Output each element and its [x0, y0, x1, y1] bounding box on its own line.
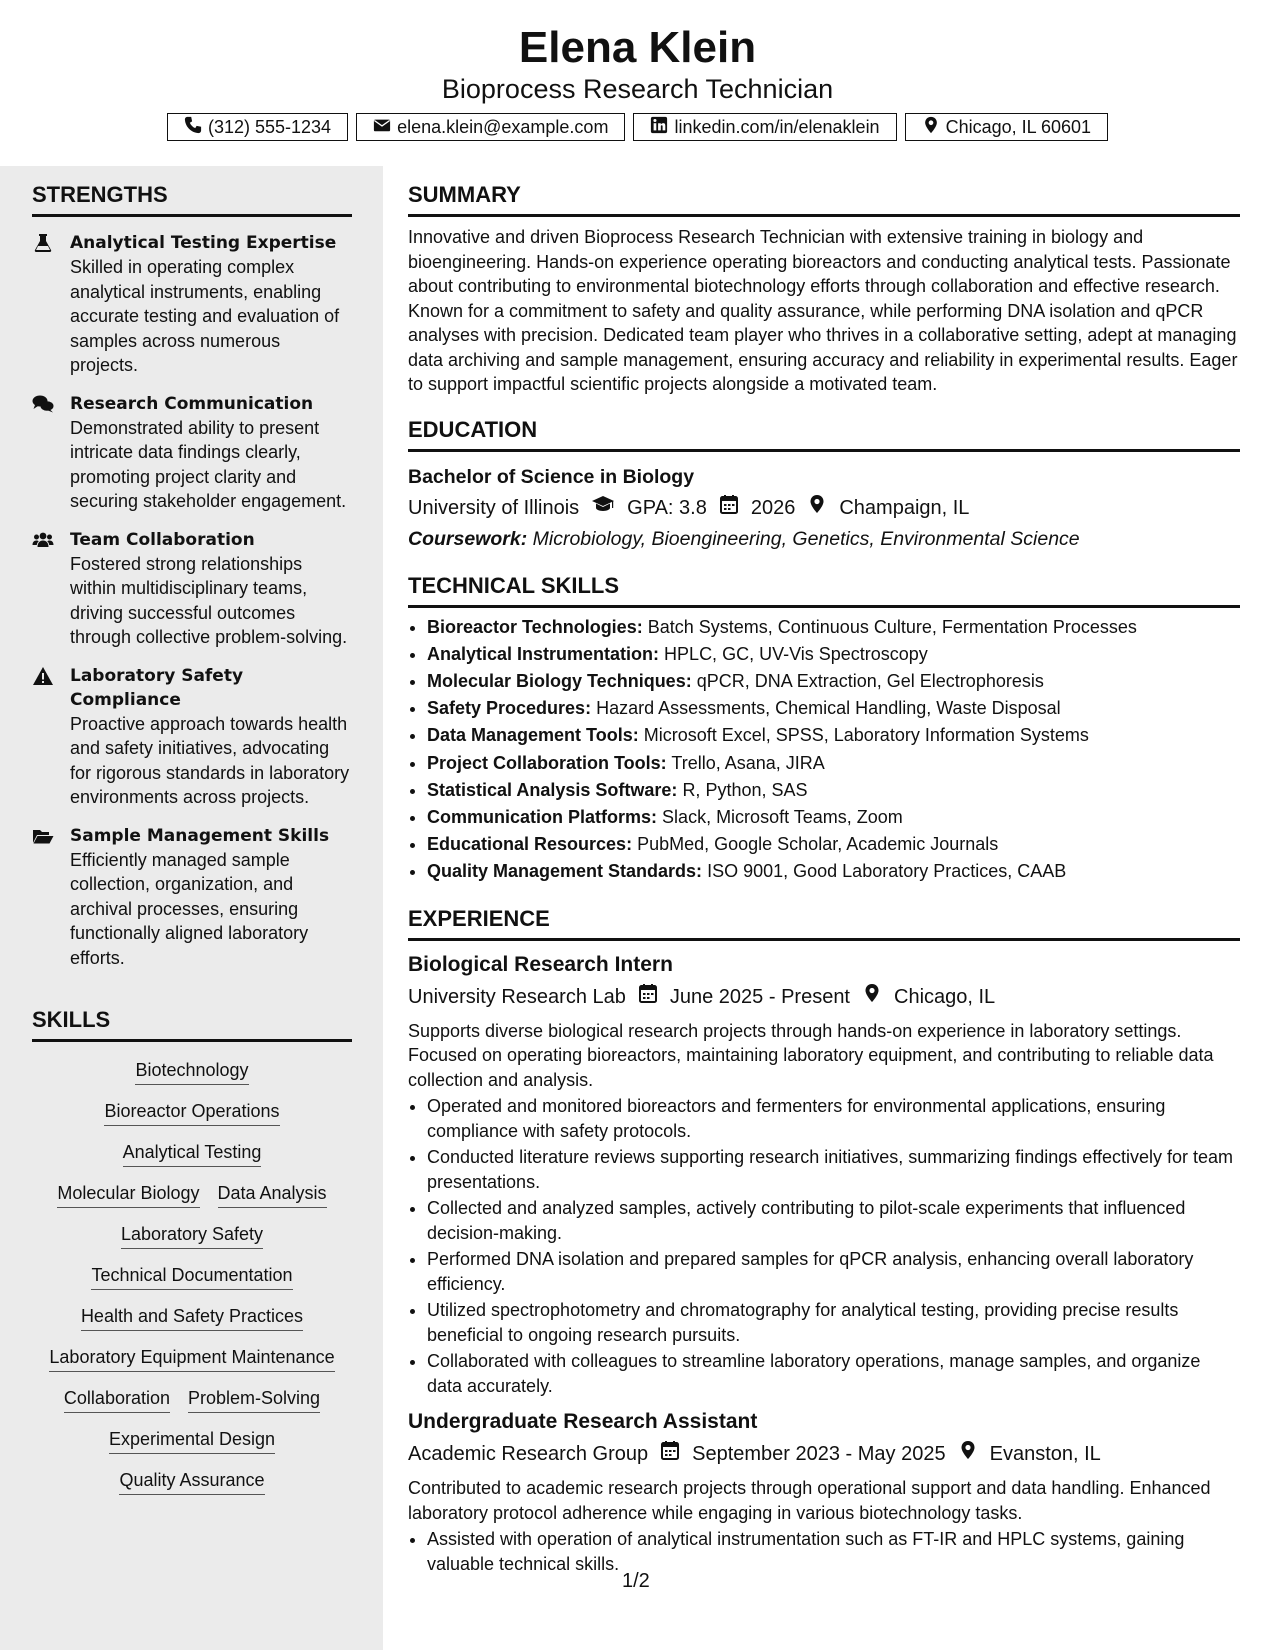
- graduation-cap-icon: [591, 494, 615, 522]
- skill-tag: Data Analysis: [218, 1181, 327, 1208]
- job-meta: [408, 1440, 1240, 1468]
- strength-title: Team Collaboration: [70, 529, 255, 550]
- tech-skill-value: ISO 9001, Good Laboratory Practices, CAAB: [707, 861, 1067, 882]
- job-bullets: [408, 1094, 1240, 1398]
- linkedin-text: linkedin.com/in/elenaklein: [674, 116, 880, 137]
- strength-item: [32, 664, 352, 810]
- job-bullet: • Operated and monitored bioreactors and fermenters for environmental applications, ensuring compliance with safety protocols.: [427, 1094, 1240, 1143]
- coursework: [408, 525, 1240, 553]
- job-bullet: • Assisted with operation of analytical instrumentation such as FT-IR and HPLC systems, gaining valuable technical skills.: [427, 1527, 1240, 1576]
- strength-description: Skilled in operating complex analytical instruments, enabling accurate testing and evaluation of samples across numerous projects.: [70, 257, 340, 375]
- school-name: University of Illinois: [408, 496, 580, 519]
- tech-skill-item: [427, 695, 1240, 722]
- graduation-year: 2026: [750, 496, 796, 519]
- skills-section: [32, 1007, 352, 1495]
- skill-tag: Problem-Solving: [188, 1386, 320, 1413]
- coursework-list: Microbiology, Bioengineering, Genetics, Environmental Science: [532, 527, 1080, 550]
- experience-section: [408, 906, 1240, 1577]
- sidebar: [0, 166, 383, 1650]
- job-summary: Supports diverse biological research projects through hands-on experience in laboratory settings. Focused on operating bioreactors, maintaining laboratory equipment, and contributing to reliable data collection and analysis.: [408, 1020, 1214, 1090]
- map-marker-icon: [958, 1440, 978, 1468]
- tech-skill-item: [427, 858, 1240, 885]
- tech-skill-value: Batch Systems, Continuous Culture, Fermentation Processes: [647, 616, 1137, 637]
- skills-heading: SKILLS: [32, 1007, 352, 1042]
- warning-icon: [32, 664, 56, 810]
- skills-list: [32, 1058, 352, 1495]
- phone-icon: [184, 116, 202, 139]
- tech-skill-item: [427, 831, 1240, 858]
- technical-skills-section: [408, 573, 1240, 886]
- strength-item: [32, 528, 352, 650]
- strength-item: [32, 231, 352, 378]
- strength-description: Efficiently managed sample collection, organization, and archival processes, ensuring functionally aligned laboratory efforts.: [70, 849, 309, 968]
- candidate-title: Bioprocess Research Technician: [441, 74, 834, 104]
- gpa: GPA: 3.8: [627, 496, 707, 519]
- calendar-icon: [660, 1440, 680, 1468]
- education-section: [408, 417, 1240, 553]
- folder-open-icon: [32, 824, 56, 971]
- tech-skill-value: qPCR, DNA Extraction, Gel Electrophoresis: [696, 670, 1044, 691]
- technical-skills-list: [408, 614, 1240, 886]
- flask-icon: [32, 231, 56, 378]
- job-entry: [408, 951, 1240, 1399]
- resume-header: [0, 0, 1275, 166]
- calendar-icon: [719, 494, 739, 522]
- summary-section: [408, 182, 1240, 397]
- skill-tag: Analytical Testing: [123, 1140, 262, 1167]
- strength-item: [32, 392, 352, 514]
- location-text: Chicago, IL 60601: [945, 116, 1092, 137]
- job-location: Evanston, IL: [989, 1443, 1101, 1466]
- coursework-label: Coursework:: [408, 527, 528, 550]
- tech-skill-item: [427, 777, 1240, 804]
- education-heading: EDUCATION: [408, 417, 1240, 452]
- users-icon: [32, 528, 56, 650]
- tech-skill-value: Trello, Asana, JIRA: [671, 752, 825, 773]
- strength-item: [32, 824, 352, 971]
- tech-skill-item: [427, 641, 1240, 668]
- tech-skill-label: Educational Resources:: [427, 834, 633, 855]
- summary-text: Innovative and driven Bioprocess Research Technician with extensive training in biology and bioengineering. Hands-on experience operating bioreactors and conducting analytical tests. Passionate about contributing to environmental biotechnology efforts through collaboration and effective research. Known for a commitment to safety and quality assurance, while performing DNA isolation and qPCR analyses with precision. Dedicated team player who thrives in a collaborative setting, adept at managing data archiving and sample management, ensuring accuracy and reliability in experimental results. Eager to support impactful scientific projects alongside a motivated team.: [408, 227, 1238, 394]
- contact-phone[interactable]: [167, 113, 348, 141]
- skill-tag: Experimental Design: [109, 1427, 275, 1454]
- envelope-icon: [373, 116, 391, 139]
- strength-title: Analytical Testing Expertise: [70, 233, 337, 253]
- page-number: 1/2: [622, 1570, 650, 1592]
- company-name: University Research Lab: [408, 985, 626, 1008]
- comments-icon: [32, 392, 56, 514]
- tech-skill-value: Microsoft Excel, SPSS, Laboratory Information Systems: [643, 725, 1089, 746]
- strengths-section: [32, 182, 352, 970]
- job-bullet: • Collected and analyzed samples, actively contributing to pilot-scale experiments that influenced decision-making.: [427, 1196, 1240, 1245]
- company-name: Academic Research Group: [408, 1443, 649, 1466]
- job-bullets: [408, 1527, 1240, 1576]
- tech-skill-value: Hazard Assessments, Chemical Handling, Waste Disposal: [596, 698, 1061, 719]
- experience-heading: EXPERIENCE: [408, 906, 1240, 941]
- skill-tag: Biotechnology: [135, 1058, 248, 1085]
- tech-skill-value: PubMed, Google Scholar, Academic Journals: [637, 834, 999, 855]
- education-meta: [408, 494, 1240, 522]
- tech-skill-item: [427, 668, 1240, 695]
- strength-title: Research Communication: [70, 393, 314, 414]
- strengths-heading: STRENGTHS: [32, 182, 352, 217]
- job-entry: [408, 1408, 1240, 1576]
- skill-tag: Health and Safety Practices: [81, 1304, 303, 1331]
- school-location: Champaign, IL: [839, 496, 970, 519]
- tech-skill-label: Molecular Biology Techniques:: [427, 670, 692, 691]
- tech-skill-label: Project Collaboration Tools:: [427, 752, 667, 773]
- strength-title: Sample Management Skills: [70, 825, 330, 846]
- tech-skill-label: Statistical Analysis Software:: [427, 779, 678, 800]
- skill-tag: Collaboration: [64, 1386, 170, 1413]
- job-bullet: • Conducted literature reviews supporting research initiatives, summarizing findings effectively for team presentations.: [427, 1145, 1240, 1194]
- job-dates: September 2023 - May 2025: [692, 1443, 946, 1466]
- job-summary: Contributed to academic research projects through operational support and data handling. Enhanced laboratory protocol adherence while engaging in various biotechnology tasks.: [408, 1478, 1211, 1523]
- tech-skill-label: Bioreactor Technologies:: [427, 616, 643, 637]
- email-text: elena.klein@example.com: [397, 116, 609, 137]
- skill-tag: Laboratory Equipment Maintenance: [49, 1345, 334, 1372]
- map-marker-icon: [922, 116, 940, 139]
- job-bullet: • Utilized spectrophotometry and chromatography for analytical testing, providing precise results beneficial to ongoing research pursuits.: [427, 1298, 1240, 1347]
- phone-text: (312) 555-1234: [207, 116, 332, 137]
- job-dates: June 2025 - Present: [669, 985, 850, 1008]
- main-content: [408, 166, 1240, 1578]
- strength-title: Laboratory Safety Compliance: [70, 665, 244, 710]
- skill-tag: Technical Documentation: [91, 1263, 292, 1290]
- tech-skill-label: Quality Management Standards:: [427, 861, 703, 882]
- map-marker-icon: [807, 494, 827, 522]
- linkedin-icon: [650, 116, 668, 139]
- job-meta: [408, 983, 1240, 1011]
- tech-skill-label: Data Management Tools:: [427, 725, 639, 746]
- job-location: Chicago, IL: [894, 985, 996, 1008]
- tech-skill-item: [427, 750, 1240, 777]
- strength-description: Proactive approach towards health and safety initiatives, advocating for rigorous standards in laboratory environments across projects.: [70, 713, 350, 807]
- tech-skill-item: [427, 614, 1240, 641]
- job-title: Biological Research Intern: [408, 952, 673, 976]
- job-bullet: • Performed DNA isolation and prepared samples for qPCR analysis, enhancing overall laboratory efficiency.: [427, 1247, 1240, 1296]
- job-bullet: • Collaborated with colleagues to streamline laboratory operations, manage samples, and organize data accurately.: [427, 1349, 1240, 1398]
- strength-description: Fostered strong relationships within multidisciplinary teams, driving successful outcomes through collective problem-solving.: [70, 553, 348, 647]
- skill-tag: Quality Assurance: [119, 1468, 264, 1495]
- skill-tag: Bioreactor Operations: [104, 1099, 279, 1126]
- degree: Bachelor of Science in Biology: [408, 465, 695, 488]
- map-marker-icon: [862, 983, 882, 1011]
- calendar-icon: [638, 983, 658, 1011]
- contact-linkedin[interactable]: [633, 113, 896, 141]
- contact-bar: [0, 113, 1275, 141]
- skill-tag: Molecular Biology: [57, 1181, 199, 1208]
- tech-skill-value: HPLC, GC, UV-Vis Spectroscopy: [664, 643, 928, 664]
- tech-skill-value: R, Python, SAS: [682, 779, 808, 800]
- tech-skill-label: Communication Platforms:: [427, 806, 658, 827]
- candidate-name: Elena Klein: [518, 23, 757, 72]
- strength-description: Demonstrated ability to present intricate data findings clearly, promoting project clarity and securing stakeholder engagement.: [70, 417, 347, 511]
- contact-location: [905, 113, 1108, 141]
- skill-tag: Laboratory Safety: [121, 1222, 263, 1249]
- tech-skill-item: [427, 722, 1240, 749]
- tech-skill-item: [427, 804, 1240, 831]
- tech-skill-label: Safety Procedures:: [427, 698, 592, 719]
- tech-skill-label: Analytical Instrumentation:: [427, 643, 660, 664]
- job-title: Undergraduate Research Assistant: [408, 1410, 758, 1434]
- tech-skill-value: Slack, Microsoft Teams, Zoom: [662, 806, 903, 827]
- technical-skills-heading: TECHNICAL SKILLS: [408, 573, 1240, 608]
- contact-email[interactable]: [356, 113, 625, 141]
- summary-heading: SUMMARY: [408, 182, 1240, 217]
